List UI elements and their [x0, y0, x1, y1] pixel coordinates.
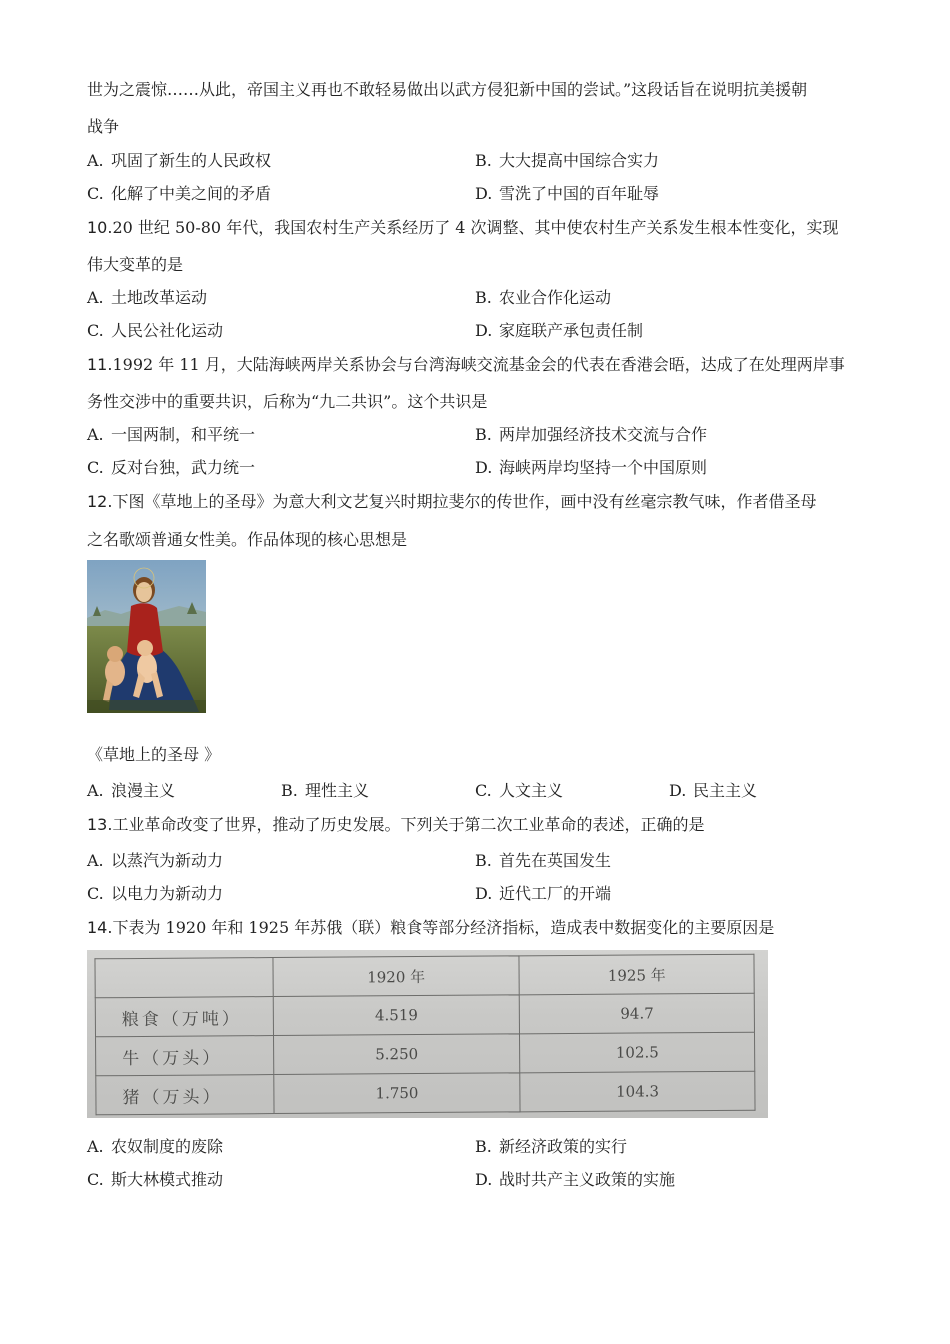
table-row-label: 粮食（万吨）: [95, 997, 273, 1037]
q14-option-b[interactable]: [475, 1137, 627, 1157]
q12-option-a[interactable]: [87, 781, 175, 801]
q9-option-c[interactable]: [87, 184, 271, 204]
q11-option-d[interactable]: [475, 458, 707, 478]
option-text: 两岸加强经济技术交流与合作: [499, 425, 708, 444]
option-letter: D.: [475, 458, 493, 477]
option-letter: C.: [475, 781, 492, 800]
q13-option-b[interactable]: [475, 851, 611, 871]
option-letter: C.: [87, 321, 104, 340]
option-text: 民主主义: [693, 781, 758, 800]
option-letter: B.: [475, 1137, 492, 1156]
q12-option-c[interactable]: [475, 781, 563, 801]
option-text: 近代工厂的开端: [499, 884, 612, 903]
question-text: 下表为 1920 年和 1925 年苏俄（联）粮食等部分经济指标，造成表中数据变化的主要原因是: [112, 918, 775, 937]
q12-option-d[interactable]: [669, 781, 757, 801]
option-letter: A.: [87, 151, 104, 170]
table-row: [96, 1071, 755, 1115]
question-number: 13.: [87, 815, 113, 834]
table-header-row: [95, 954, 754, 998]
option-letter: D.: [669, 781, 687, 800]
option-text: 家庭联产承包责任制: [499, 321, 644, 340]
table-row-label: 牛（万头）: [96, 1036, 274, 1076]
table-row: [95, 993, 754, 1037]
q13-option-c[interactable]: [87, 884, 223, 904]
q11-option-c[interactable]: [87, 458, 255, 478]
question-number: 12.: [87, 492, 113, 511]
q13-stem-line-1: [87, 815, 704, 835]
q11-option-b[interactable]: [475, 425, 707, 445]
option-letter: B.: [475, 288, 492, 307]
option-letter: C.: [87, 458, 104, 477]
option-text: 土地改革运动: [111, 288, 208, 307]
table-row: [96, 1032, 755, 1076]
q11-option-a[interactable]: [87, 425, 255, 445]
economic-indicator-table: [94, 954, 755, 1116]
option-letter: C.: [87, 1170, 104, 1189]
q9-stem-line-1: 世为之震惊……从此，帝国主义再也不敢轻易做出以武方侵犯新中国的尝试。”这段话旨在说明抗美援朝: [87, 80, 808, 99]
option-text: 反对台独，武力统一: [111, 458, 256, 477]
option-text: 浪漫主义: [111, 781, 176, 800]
option-text: 新经济政策的实行: [499, 1137, 628, 1156]
option-letter: D.: [475, 1170, 493, 1189]
option-letter: D.: [475, 321, 493, 340]
option-text: 巩固了新生的人民政权: [111, 151, 272, 170]
option-text: 雪洗了中国的百年耻辱: [499, 184, 660, 203]
option-text: 以蒸汽为新动力: [111, 851, 224, 870]
option-letter: B.: [281, 781, 298, 800]
q10-stem-line-1: [87, 218, 839, 238]
question-text: 1992 年 11 月，大陆海峡两岸关系协会与台湾海峡交流基金会的代表在香港会晤，达成了在处理两岸事: [112, 355, 845, 374]
q11-stem-line-1: [87, 355, 845, 375]
q14-stem-line-1: [87, 918, 774, 938]
option-letter: B.: [475, 425, 492, 444]
question-number: 14.: [87, 918, 113, 937]
q14-option-d[interactable]: [475, 1170, 675, 1190]
option-letter: A.: [87, 288, 104, 307]
q12-option-b[interactable]: [281, 781, 369, 801]
table-header-cell: [95, 958, 273, 998]
option-letter: B.: [475, 151, 492, 170]
q9-option-d[interactable]: [475, 184, 659, 204]
question-text: 20 世纪 50-80 年代，我国农村生产关系经历了 4 次调整、其中使农村生产关系发生根本性变化，实现: [112, 218, 839, 237]
option-text: 人文主义: [499, 781, 564, 800]
q10-option-c[interactable]: [87, 321, 223, 341]
option-text: 理性主义: [305, 781, 370, 800]
table-cell: 104.3: [520, 1071, 755, 1112]
q10-stem-line-2: 伟大变革的是: [87, 255, 184, 274]
question-text: 下图《草地上的圣母》为意大利文艺复兴时期拉斐尔的传世作，画中没有丝毫宗教气味，作者借圣母: [112, 492, 817, 511]
option-text: 海峡两岸均坚持一个中国原则: [499, 458, 708, 477]
option-text: 人民公社化运动: [111, 321, 224, 340]
question-number: 10.: [87, 218, 113, 237]
table-row-label: 猪（万头）: [96, 1075, 274, 1115]
option-text: 首先在英国发生: [499, 851, 612, 870]
option-letter: C.: [87, 884, 104, 903]
option-text: 农业合作化运动: [499, 288, 612, 307]
q10-option-d[interactable]: [475, 321, 643, 341]
option-letter: D.: [475, 184, 493, 203]
option-letter: A.: [87, 781, 104, 800]
option-text: 农奴制度的废除: [111, 1137, 224, 1156]
table-header-cell: 1920 年: [273, 956, 520, 997]
q14-option-a[interactable]: [87, 1137, 223, 1157]
option-text: 大大提高中国综合实力: [499, 151, 660, 170]
madonna-painting: [87, 560, 206, 713]
option-text: 战时共产主义政策的实施: [499, 1170, 676, 1189]
table-cell: 4.519: [273, 995, 520, 1036]
q11-stem-line-2: 务性交涉中的重要共识，后称为“九二共识”。这个共识是: [87, 392, 488, 411]
option-letter: A.: [87, 851, 104, 870]
option-letter: C.: [87, 184, 104, 203]
option-text: 以电力为新动力: [111, 884, 224, 903]
table-cell: 1.750: [274, 1073, 521, 1114]
option-letter: D.: [475, 884, 493, 903]
q12-stem-line-2: 之名歌颂普通女性美。作品体现的核心思想是: [87, 530, 408, 549]
painting-caption: 《草地上的圣母 》: [87, 745, 221, 764]
option-letter: A.: [87, 1137, 104, 1156]
q13-option-d[interactable]: [475, 884, 611, 904]
option-text: 化解了中美之间的矛盾: [111, 184, 272, 203]
table-cell: 102.5: [520, 1032, 755, 1073]
table-header-cell: 1925 年: [519, 954, 754, 995]
option-text: 一国两制，和平统一: [111, 425, 256, 444]
option-text: 斯大林模式推动: [111, 1170, 224, 1189]
q14-option-c[interactable]: [87, 1170, 223, 1190]
q12-stem-line-1: [87, 492, 816, 512]
q13-option-a[interactable]: [87, 851, 223, 871]
economic-indicator-table-photo: [87, 950, 768, 1118]
question-number: 11.: [87, 355, 113, 374]
q9-option-b[interactable]: [475, 151, 659, 171]
table-cell: 5.250: [273, 1034, 520, 1075]
option-letter: B.: [475, 851, 492, 870]
q9-stem-line-2: 战争: [87, 117, 120, 136]
table-cell: 94.7: [520, 993, 755, 1034]
q9-option-a[interactable]: [87, 151, 271, 171]
question-text: 工业革命改变了世界，推动了历史发展。下列关于第二次工业革命的表述，正确的是: [112, 815, 705, 834]
option-letter: A.: [87, 425, 104, 444]
q10-option-a[interactable]: [87, 288, 207, 308]
q10-option-b[interactable]: [475, 288, 611, 308]
